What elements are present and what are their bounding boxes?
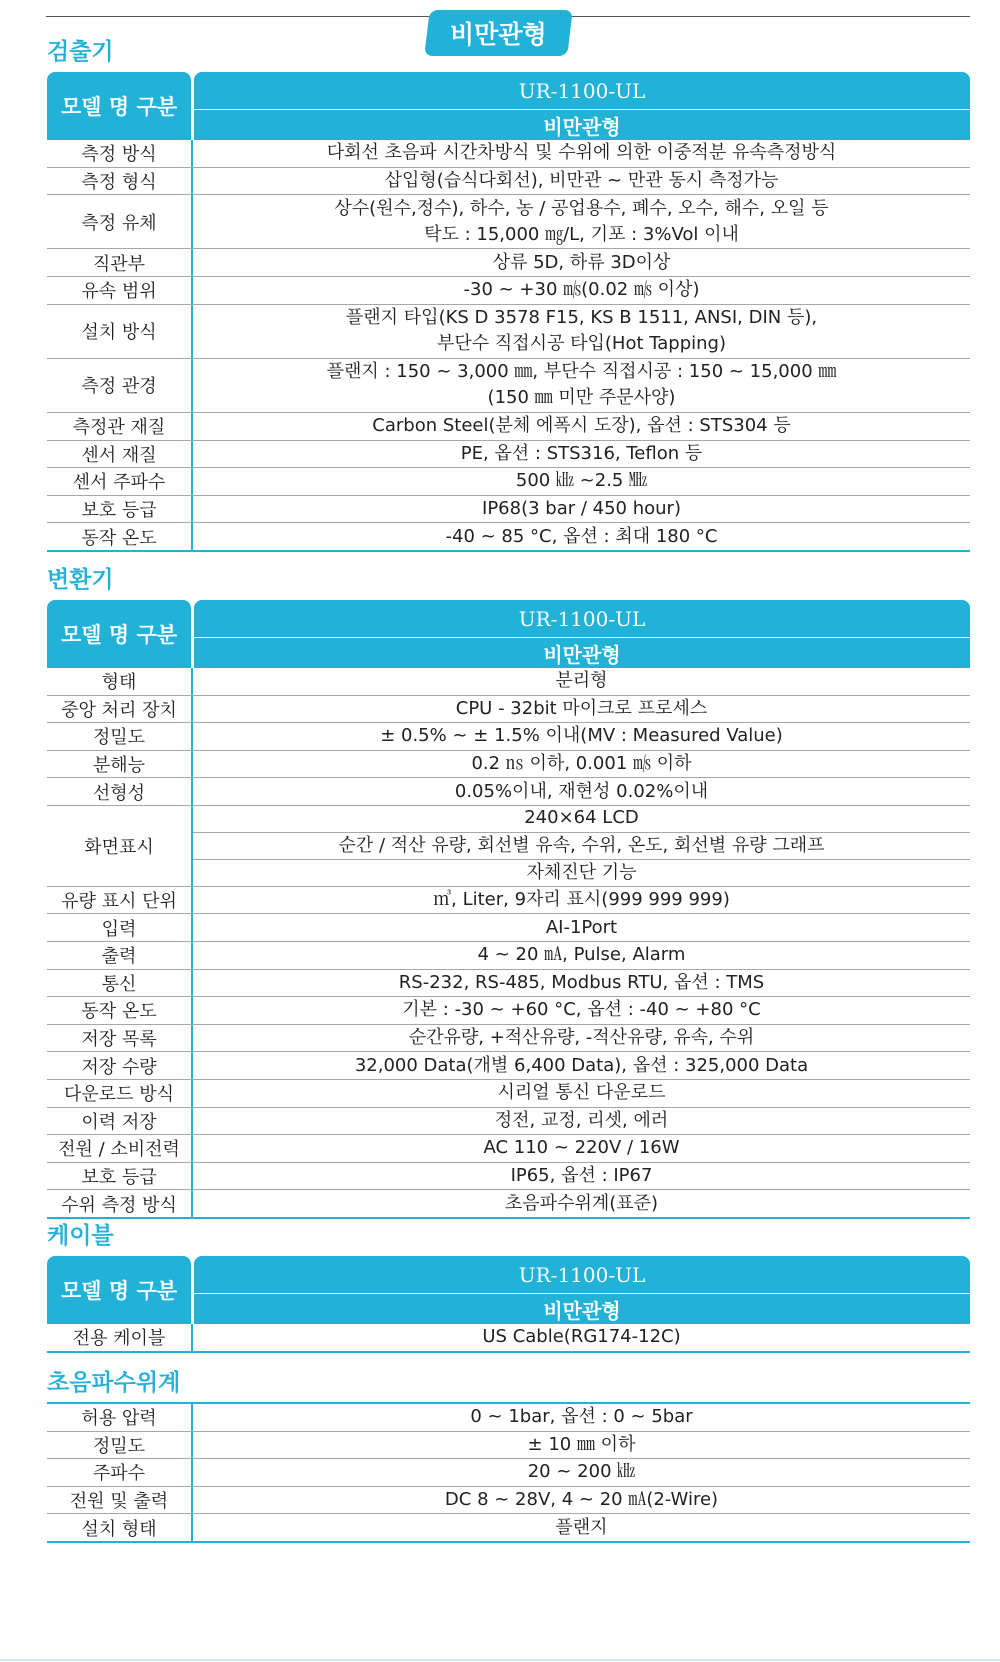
row-value (193, 887, 970, 914)
row-label: 센서 주파수 (47, 468, 193, 495)
value-line: 플랜지 타입(KS D 3578 F15, KS B 1511, ANSI, DIN 등), (345, 307, 818, 329)
table-row (47, 441, 970, 469)
table-row (47, 1190, 970, 1217)
header-cable (47, 1256, 970, 1324)
value-line: RS-232, RS-485, Modbus RTU, 옵션 : TMS (398, 971, 765, 993)
table-row (47, 413, 970, 441)
table-row (47, 914, 970, 942)
row-label: 수위 측정 방식 (47, 1190, 193, 1217)
header-type: 비만관형 (194, 110, 970, 140)
table-row (47, 668, 970, 696)
row-label: 전용 케이블 (47, 1324, 193, 1351)
header-model: UR-1100-UL (194, 1256, 970, 1293)
bottom-rule (0, 1659, 1000, 1661)
row-value (193, 1135, 970, 1162)
value-line: 탁도 : 15,000 ㎎/L, 기포 : 3%Vol 이내 (424, 223, 739, 245)
row-label: 통신 (47, 970, 193, 997)
table-row (47, 1487, 970, 1515)
header-label: 모델 명 구분 (47, 1256, 191, 1324)
row-value (193, 1052, 970, 1079)
row-value (193, 523, 970, 550)
row-label: 중앙 처리 장치 (47, 696, 193, 723)
row-value (193, 195, 970, 248)
table-row (47, 523, 970, 550)
row-value (193, 359, 970, 412)
table-row (47, 751, 970, 779)
row-value (193, 1163, 970, 1190)
row-label: 전원 / 소비전력 (47, 1135, 193, 1162)
value-line: 시리얼 통신 다운로드 (497, 1082, 666, 1104)
row-label: 다운로드 방식 (47, 1080, 193, 1107)
row-label: 전원 및 출력 (47, 1487, 193, 1514)
value-line: 상류 5D, 하류 3D이상 (492, 251, 671, 273)
value-line: US Cable(RG174-12C) (482, 1326, 681, 1348)
table-row (47, 970, 970, 998)
table-row (47, 723, 970, 751)
row-value (193, 806, 970, 886)
value-line: 순간 / 적산 유량, 회선별 유속, 수위, 온도, 회선별 유량 그래프 (193, 832, 970, 860)
spec-table-detector (47, 140, 970, 552)
row-label: 형태 (47, 668, 193, 695)
row-label: 정밀도 (47, 723, 193, 750)
table-row (47, 1514, 970, 1541)
row-label: 분해능 (47, 751, 193, 778)
header-converter (47, 600, 970, 668)
row-label: 설치 방식 (47, 305, 193, 358)
header-model: UR-1100-UL (194, 72, 970, 109)
value-line: IP65, 옵션 : IP67 (510, 1165, 653, 1186)
value-line: 0.05%이내, 재현성 0.02%이내 (454, 780, 709, 802)
table-row (47, 778, 970, 806)
spec-table-cable (47, 1324, 970, 1353)
row-value (193, 140, 970, 167)
row-label: 직관부 (47, 249, 193, 276)
value-line: 상수(원수,정수), 하수, 농 / 공업용수, 폐수, 오수, 해수, 오일 등 (334, 197, 829, 219)
table-row (47, 1108, 970, 1136)
table-row (47, 942, 970, 970)
row-value (193, 249, 970, 276)
value-line: 분리형 (555, 670, 608, 692)
value-line: 기본 : -30 ~ +60 °C, 옵션 : -40 ~ +80 °C (402, 999, 761, 1021)
value-line: 순간유량, +적산유량, -적산유량, 유속, 수위 (408, 1027, 755, 1049)
section-title-detector: 검출기 (47, 39, 114, 65)
table-row (47, 249, 970, 277)
value-line: 500 ㎑ ~2.5 ㎒ (515, 470, 648, 492)
row-label: 입력 (47, 914, 193, 941)
row-label: 화면표시 (47, 806, 193, 886)
row-value (193, 1487, 970, 1514)
value-line: 초음파수위계(표준) (504, 1192, 659, 1214)
table-row (47, 1404, 970, 1432)
row-label: 저장 수량 (47, 1052, 193, 1079)
value-line: IP68(3 bar / 450 hour) (482, 498, 681, 520)
value-line: AC 110 ~ 220V / 16W (483, 1137, 680, 1159)
table-row (47, 195, 970, 249)
row-value (193, 1025, 970, 1052)
spec-table-converter (47, 668, 970, 1219)
row-label: 보호 등급 (47, 496, 193, 523)
value-line: 32,000 Data(개별 6,400 Data), 옵션 : 325,000 Data (354, 1054, 809, 1076)
row-label: 보호 등급 (47, 1163, 193, 1190)
row-value (193, 778, 970, 805)
row-label: 측정 형식 (47, 168, 193, 195)
row-value (193, 1324, 970, 1351)
table-row (47, 1080, 970, 1108)
row-label: 주파수 (47, 1459, 193, 1486)
value-line: 4 ~ 20 ㎃, Pulse, Alarm (477, 944, 686, 966)
row-value (193, 1514, 970, 1541)
value-line: ± 10 ㎜ 이하 (527, 1433, 636, 1455)
value-line: 플랜지 : 150 ~ 3,000 ㎜, 부단수 직접시공 : 150 ~ 15,000 ㎜ (326, 361, 837, 383)
header-type: 비만관형 (194, 1294, 970, 1324)
row-value (193, 970, 970, 997)
header-model: UR-1100-UL (194, 600, 970, 637)
value-line: PE, 옵션 : STS316, Teflon 등 (460, 442, 703, 464)
value-line: 부단수 직접시공 타입(Hot Tapping) (436, 333, 727, 355)
row-value (193, 1108, 970, 1135)
row-label: 선형성 (47, 778, 193, 805)
row-value (193, 468, 970, 495)
table-row (47, 1135, 970, 1163)
spec-table-level-meter (47, 1402, 970, 1543)
row-value (193, 1404, 970, 1431)
row-value (193, 997, 970, 1024)
table-row (47, 887, 970, 915)
row-value (193, 413, 970, 440)
row-label: 허용 압력 (47, 1404, 193, 1431)
table-row (47, 1052, 970, 1080)
table-row (47, 806, 970, 887)
row-value (193, 1459, 970, 1486)
section-title-converter: 변환기 (47, 567, 114, 593)
row-label: 이력 저장 (47, 1108, 193, 1135)
value-line: 20 ~ 200 ㎑ (527, 1461, 636, 1483)
row-value (193, 668, 970, 695)
table-row (47, 168, 970, 196)
row-label: 동작 온도 (47, 997, 193, 1024)
value-line: 플랜지 (555, 1516, 608, 1538)
table-row (47, 277, 970, 305)
header-label: 모델 명 구분 (47, 600, 191, 668)
row-value (193, 305, 970, 358)
value-line: AI-1Port (545, 916, 618, 938)
value-line: 자체진단 기능 (193, 859, 970, 887)
row-label: 측정 관경 (47, 359, 193, 412)
row-value (193, 168, 970, 195)
row-label: 저장 목록 (47, 1025, 193, 1052)
row-value (193, 914, 970, 941)
table-row (47, 1324, 970, 1351)
table-row (47, 696, 970, 724)
category-badge: 비만관형 (424, 10, 573, 56)
row-value (193, 1080, 970, 1107)
row-value (193, 441, 970, 468)
value-line: 정전, 교정, 리셋, 에러 (494, 1109, 669, 1131)
table-row (47, 468, 970, 496)
header-type: 비만관형 (194, 638, 970, 668)
value-line: DC 8 ~ 28V, 4 ~ 20 ㎃(2-Wire) (444, 1489, 719, 1511)
row-label: 설치 형태 (47, 1514, 193, 1541)
table-row (47, 997, 970, 1025)
row-value (193, 723, 970, 750)
table-row (47, 1432, 970, 1460)
value-line: 240×64 LCD (524, 806, 639, 828)
section-title-cable: 케이블 (47, 1223, 114, 1249)
value-line: 다회선 초음파 시간차방식 및 수위에 의한 이중적분 유속측정방식 (326, 142, 837, 164)
row-value (193, 496, 970, 523)
table-row (47, 305, 970, 359)
row-label: 유속 범위 (47, 277, 193, 304)
row-label: 유량 표시 단위 (47, 887, 193, 914)
row-value (193, 1432, 970, 1459)
table-row (47, 1163, 970, 1191)
value-line: (150 ㎜ 미만 주문사양) (487, 387, 676, 409)
value-line: Carbon Steel(분체 에폭시 도장), 옵션 : STS304 등 (372, 415, 791, 437)
row-label: 측정관 재질 (47, 413, 193, 440)
value-line: 0.2 ㎱ 이하, 0.001 ㎧ 이하 (471, 753, 692, 775)
value-line: CPU - 32bit 마이크로 프로세스 (455, 697, 708, 719)
row-label: 출력 (47, 942, 193, 969)
value-line: 0 ~ 1bar, 옵션 : 0 ~ 5bar (470, 1406, 693, 1428)
row-value (193, 751, 970, 778)
table-row (47, 359, 970, 413)
value-line: ± 0.5% ~ ± 1.5% 이내(MV : Measured Value) (380, 725, 783, 747)
value-line: ㎥, Liter, 9자리 표시(999 999 999) (433, 889, 730, 911)
header-detector (47, 72, 970, 140)
row-value (193, 277, 970, 304)
table-row (47, 496, 970, 524)
row-label: 동작 온도 (47, 523, 193, 550)
row-value (193, 942, 970, 969)
section-title-level-meter: 초음파수위계 (47, 1370, 181, 1396)
table-row (47, 1025, 970, 1053)
row-value (193, 1190, 970, 1217)
table-row (47, 140, 970, 168)
value-line: 삽입형(습식다회선), 비만관 ~ 만관 동시 측정가능 (384, 169, 779, 191)
row-label: 측정 방식 (47, 140, 193, 167)
row-value (193, 696, 970, 723)
row-label: 측정 유체 (47, 195, 193, 248)
header-label: 모델 명 구분 (47, 72, 191, 140)
table-row (47, 1459, 970, 1487)
value-line: -40 ~ 85 °C, 옵션 : 최대 180 °C (445, 525, 718, 547)
value-line: -30 ~ +30 ㎧(0.02 ㎧ 이상) (463, 279, 700, 301)
row-label: 정밀도 (47, 1432, 193, 1459)
row-label: 센서 재질 (47, 441, 193, 468)
